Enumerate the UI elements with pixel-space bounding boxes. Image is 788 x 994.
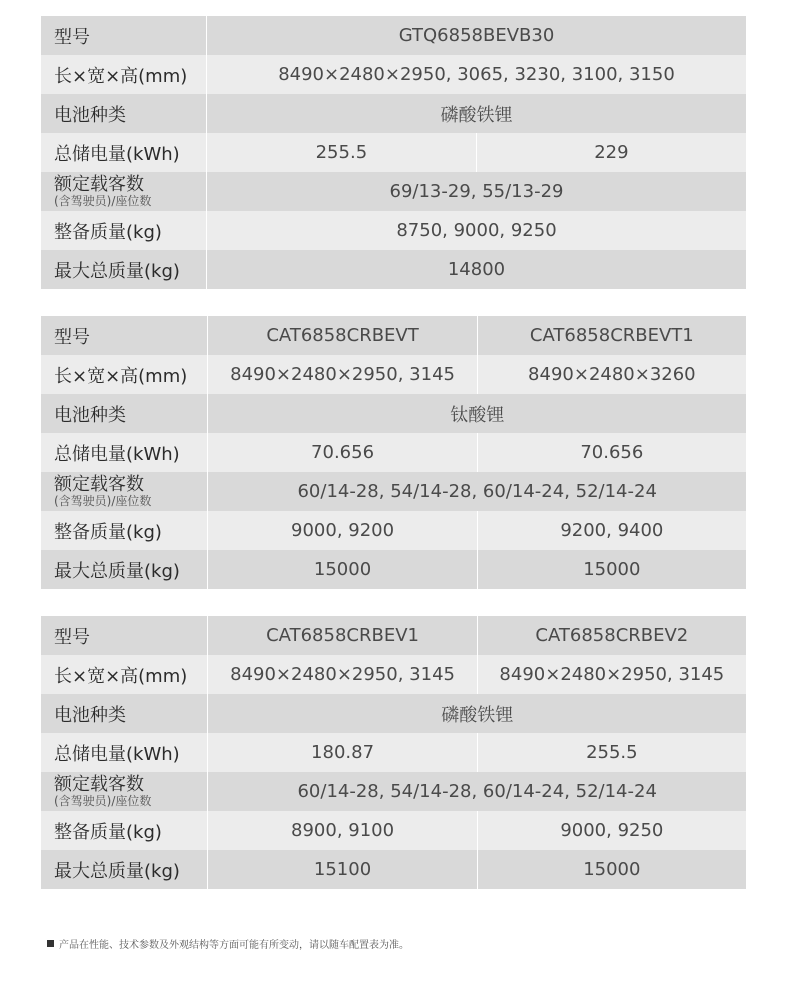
- spec-table-cat6858crbevt: [41, 316, 746, 589]
- row-energy: [41, 133, 746, 172]
- row-dimensions: [41, 55, 746, 94]
- row-model: [41, 316, 746, 355]
- value-gross-weight-left: 15100: [208, 850, 477, 889]
- label-seats-sub: (含驾驶员)/座位数: [54, 794, 152, 808]
- value-gross-weight: 14800: [207, 250, 747, 289]
- value-curb-weight: 8750, 9000, 9250: [207, 211, 747, 250]
- label-battery: 电池种类: [41, 694, 208, 733]
- row-seats: [41, 472, 746, 511]
- label-curb-weight: 整备质量(kg): [41, 811, 208, 850]
- label-gross-weight: 最大总质量(kg): [41, 850, 208, 889]
- value-energy-left: 255.5: [207, 133, 477, 172]
- value-energy-left: 70.656: [208, 433, 477, 472]
- row-curb-weight: [41, 211, 746, 250]
- label-seats-main: 额定载客数: [54, 474, 144, 495]
- row-gross-weight: [41, 550, 746, 589]
- value-seats: 60/14-28, 54/14-28, 60/14-24, 52/14-24: [208, 772, 746, 811]
- row-model: [41, 616, 746, 655]
- label-seats-main: 额定载客数: [54, 774, 144, 795]
- spec-table-gtq6858bevb30: [41, 16, 746, 289]
- footnote-text: 产品在性能、技术参数及外观结构等方面可能有所变动，请以随车配置表为准。: [59, 940, 409, 951]
- row-energy: [41, 733, 746, 772]
- label-dimensions: 长×宽×高(mm): [41, 655, 208, 694]
- label-dimensions: 长×宽×高(mm): [41, 355, 208, 394]
- row-curb-weight: [41, 811, 746, 850]
- label-dimensions: 长×宽×高(mm): [41, 55, 207, 94]
- label-seats: [41, 472, 208, 511]
- value-dimensions-left: 8490×2480×2950, 3145: [208, 655, 477, 694]
- value-dimensions-right: 8490×2480×3260: [477, 355, 746, 394]
- label-battery: 电池种类: [41, 394, 208, 433]
- value-model-left: CAT6858CRBEVT: [208, 316, 477, 355]
- label-seats-sub: (含驾驶员)/座位数: [54, 194, 152, 208]
- row-seats: [41, 772, 746, 811]
- value-seats: 69/13-29, 55/13-29: [207, 172, 747, 211]
- value-dimensions: 8490×2480×2950, 3065, 3230, 3100, 3150: [207, 55, 747, 94]
- value-energy-right: 229: [476, 133, 746, 172]
- label-energy: 总储电量(kWh): [41, 133, 207, 172]
- value-energy-right: 255.5: [477, 733, 746, 772]
- row-dimensions: [41, 655, 746, 694]
- row-energy: [41, 433, 746, 472]
- label-seats-sub: (含驾驶员)/座位数: [54, 494, 152, 508]
- value-curb-weight-left: 9000, 9200: [208, 511, 477, 550]
- value-curb-weight-right: 9200, 9400: [477, 511, 746, 550]
- value-seats: 60/14-28, 54/14-28, 60/14-24, 52/14-24: [208, 472, 746, 511]
- value-dimensions-left: 8490×2480×2950, 3145: [208, 355, 477, 394]
- label-model: 型号: [41, 616, 208, 655]
- row-gross-weight: [41, 250, 746, 289]
- row-seats: [41, 172, 746, 211]
- value-curb-weight-left: 8900, 9100: [208, 811, 477, 850]
- label-seats: [41, 772, 208, 811]
- label-model: 型号: [41, 16, 207, 55]
- label-seats-main: 额定载客数: [54, 174, 144, 195]
- row-gross-weight: [41, 850, 746, 889]
- label-gross-weight: 最大总质量(kg): [41, 250, 207, 289]
- label-model: 型号: [41, 316, 208, 355]
- value-battery: 磷酸铁锂: [208, 694, 746, 733]
- value-gross-weight-right: 15000: [477, 550, 746, 589]
- label-energy: 总储电量(kWh): [41, 733, 208, 772]
- value-gross-weight-left: 15000: [208, 550, 477, 589]
- label-gross-weight: 最大总质量(kg): [41, 550, 208, 589]
- value-model-left: CAT6858CRBEV1: [208, 616, 477, 655]
- label-curb-weight: 整备质量(kg): [41, 511, 208, 550]
- value-energy-right: 70.656: [477, 433, 746, 472]
- label-energy: 总储电量(kWh): [41, 433, 208, 472]
- label-seats: [41, 172, 207, 211]
- footnote: [47, 936, 409, 951]
- row-dimensions: [41, 355, 746, 394]
- value-model-right: CAT6858CRBEVT1: [477, 316, 746, 355]
- value-energy-left: 180.87: [208, 733, 477, 772]
- value-battery: 钛酸锂: [208, 394, 746, 433]
- value-model-right: CAT6858CRBEV2: [477, 616, 746, 655]
- row-battery: [41, 694, 746, 733]
- label-curb-weight: 整备质量(kg): [41, 211, 207, 250]
- square-bullet-icon: [47, 940, 54, 947]
- value-gross-weight-right: 15000: [477, 850, 746, 889]
- label-battery: 电池种类: [41, 94, 207, 133]
- row-battery: [41, 394, 746, 433]
- value-battery: 磷酸铁锂: [207, 94, 747, 133]
- row-battery: [41, 94, 746, 133]
- value-curb-weight-right: 9000, 9250: [477, 811, 746, 850]
- row-curb-weight: [41, 511, 746, 550]
- value-dimensions-right: 8490×2480×2950, 3145: [477, 655, 746, 694]
- spec-table-cat6858crbev: [41, 616, 746, 889]
- value-model: GTQ6858BEVB30: [207, 16, 747, 55]
- row-model: [41, 16, 746, 55]
